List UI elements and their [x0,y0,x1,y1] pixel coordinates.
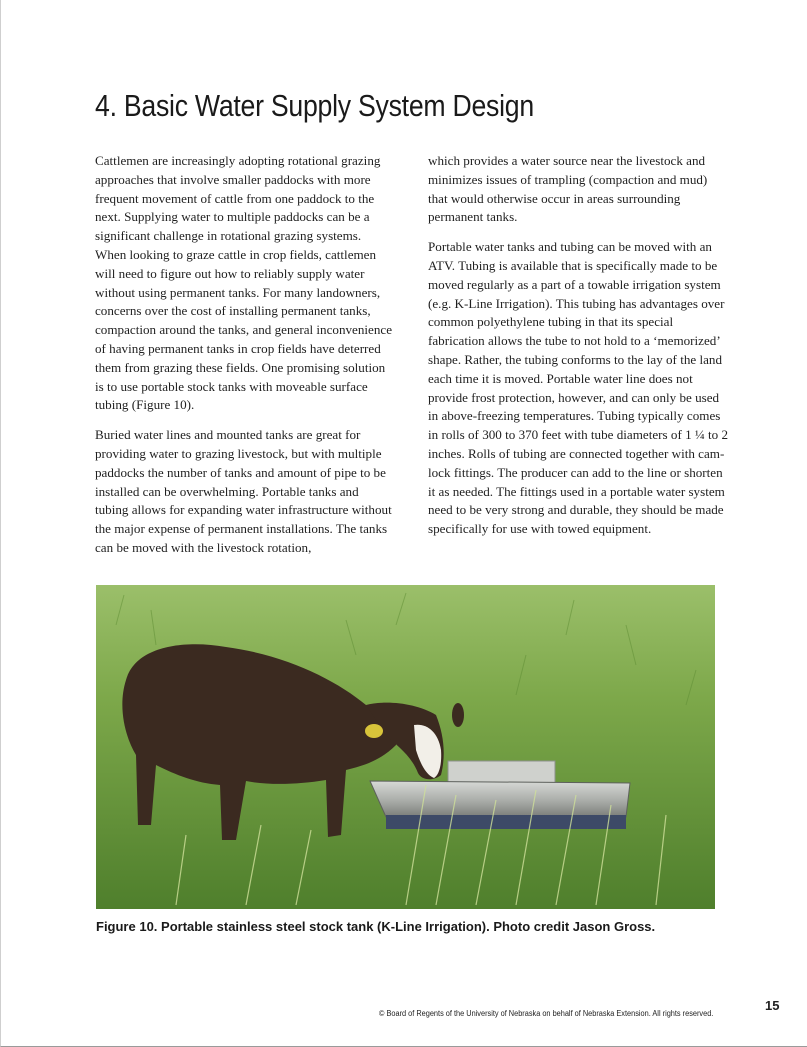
paragraph: Cattlemen are increasingly adopting rotational grazing approaches that involve smaller paddocks with more frequent movement of cattle from one paddock to the next. Supplying water to multiple paddocks can be a significant challenge in rotational grazing systems. When looking to graze cattle in crop fields, cattlemen will need to figure out how to reliably supply water without using permanent tanks. For many landowners, concerns over the cost of installing permanent tanks, compaction around the tanks, and general inconvenience of having permanent tanks in crop fields have deterred them from grazing these fields. One promising solution is to use portable stock tanks with moveable surface tubing (Figure 10). [95,153,393,413]
cow-drinking-from-tank-image [96,585,715,909]
left-text-column [95,152,395,569]
paragraph: Portable water tanks and tubing can be moved with an ATV. Tubing is available that is specifically made to be moved regularly as a part of a towable irrigation system (e.g. K-Line Irrigation). This tubing has advantages over common polyethylene tubing in that its special fabrication allows the tube to not hold to a ‘memorized’ shape. Rather, the tubing conforms to the lay of the land each time it is moved. Portable water line does not provide frost protection, however, and can only be used in above-freezing temperatures. Tubing typically comes in rolls of 300 to 370 feet with tube diameters of 1 ¼ to 2 inches. Rolls of tubing are connected together with cam-lock fittings. The producer can add to the line or shorten it as needed. The fittings used in a portable water system need to be very strong and durable, they should be made specifically for use with towed equipment. [428,239,729,537]
copyright-notice: © Board of Regents of the University of Nebraska on behalf of Nebraska Extension. All rights reserved. [379,1009,714,1018]
right-text-column [428,152,728,550]
page-footer [379,998,780,1021]
page-number: 15 [765,998,780,1013]
figure-photo [96,585,715,909]
figure-caption: Figure 10. Portable stainless steel stock tank (K-Line Irrigation). Photo credit Jason Gross. [96,919,656,934]
paragraph: Buried water lines and mounted tanks are great for providing water to grazing livestock, but with multiple paddocks the number of tanks and amount of pipe to be installed can be overwhelming. Portable tanks and tubing allows for expanding water infrastructure without the major expense of permanent installations. The tanks can be moved with the livestock rotation, [95,427,392,555]
page-title: 4. Basic Water Supply System Design [95,88,534,123]
paragraph: which provides a water source near the livestock and minimizes issues of trampling (compaction and mud) that would otherwise occur in areas surrounding permanent tanks. [428,153,708,225]
